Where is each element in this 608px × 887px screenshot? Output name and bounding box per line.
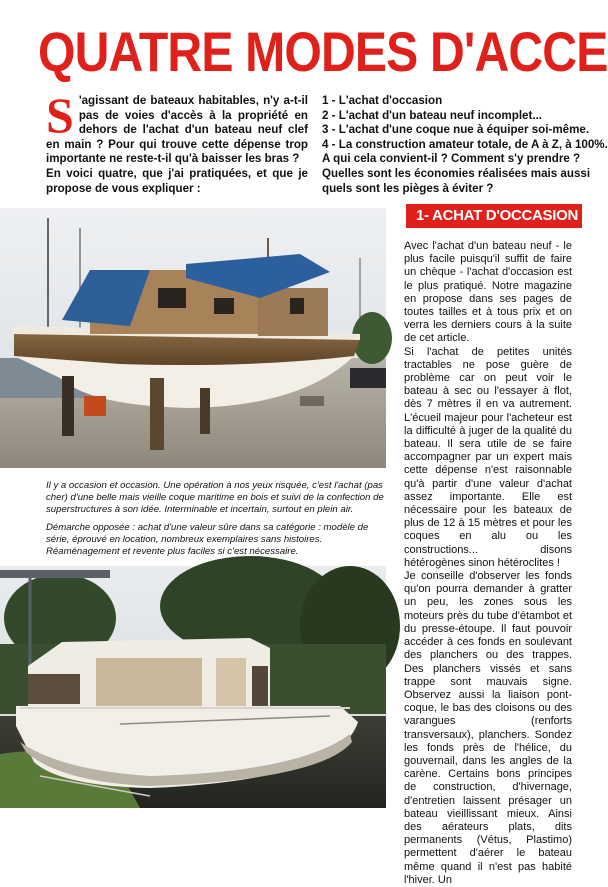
- caption-2: Démarche opposée : achat d'une valeur sûre dans sa catégorie : modèle de série, éprouvé en location, nombreux exemplaires sans histoires. Réaménagement et revente plus faciles si c'est nécessaire.: [46, 522, 369, 557]
- list-item: 2 - L'achat d'un bateau neuf incomplet...: [322, 108, 543, 122]
- intro-paragraph: [46, 87, 308, 196]
- article-body: [404, 240, 572, 887]
- page-title: QUATRE MODES D'ACCE: [38, 20, 608, 83]
- section-heading: 1- ACHAT D'OCCASION: [406, 204, 582, 228]
- houseboat-image: [0, 566, 386, 808]
- body-paragraph-3: Je conseille d'observer les fonds qu'on pourra demander à gratter un peu, les zones sous les moteurs près du tube d'étambot et du presse-étoupe. Il faut pouvoir accéder à ces fonds en soulevant des planchers ou des trappes. Des planchers vissés et sans trappe sont mauvais signe. Observez aussi la liaison pont-coque, le bas des cloisons ou des varangues (renforts transversaux), planchers. Sondez les fonds près de l'hélice, du gouvernail, dans les angles de la carène. Certains bons principes de construction, d'hivernage, d'entretien laissent présager un bateau vieillissant mieux. Ainsi des aérateurs plats, dits permanents (Vétus, Plastimo) permettent d'aérer le bateau même quand il n'est pas habité l'hiver. Un: [404, 570, 572, 886]
- caption-1: Il y a occasion et occasion. Une opération à nos yeux risquée, c'est l'achat (pas cher) d'une belle mais vieille coque maritime en bois et suivi de la confection de superstructures à son idée. Interminable et incertain, surtout en plein air.: [46, 480, 384, 515]
- list-questions: A qui cela convient-il ? Comment s'y prendre ? Quelles sont les économies réalisées mais aussi quels sont les pièges à éviter ?: [322, 152, 591, 195]
- intro-text: 'agissant de bateaux habitables, n'y a-t-il pas de voies d'accès à la propriété en dehors de l'achat d'un bateau neuf clef en main ? Pour qui trouve cette dépense trop importante ne reste-t-il qu'à baisser les bras ?: [46, 94, 308, 166]
- photo-captions: [46, 480, 386, 564]
- photo-wooden-boat: [0, 208, 386, 468]
- intro-text-2: En voici quatre, que j'ai pratiquées, et que je propose de vous expliquer :: [46, 166, 308, 195]
- list-item: 1 - L'achat d'occasion: [322, 94, 443, 107]
- body-paragraph-1: Avec l'achat d'un bateau neuf - le plus facile puisqu'il suffit de faire un chèque - l'achat d'occasion est le plus pratiqué. Notre magazine en propose dans ses pages de toutes tailles et à tous prix et on verra les derniers cours à la suite de cet article.: [404, 240, 572, 345]
- body-paragraph-2: Si l'achat de petites unités tractables ne pose guère de problème car on peut voir le bateau à sec ou l'essayer à flot, dès 7 mètres il en va autrement. L'écueil majeur pour l'acheteur est la difficulté à juger de la qualité du bateau. Il sera utile de se faire accompagner par un expert mais cette dépense n'est raisonnable qu'à partir d'une valeur d'achat assez importante. Elle est nécessaire pour les bateaux de plus de 12 à 15 mètres et pour les coques en alu ou les constructions... disons hétérogènes sinon hétéroclites !: [404, 345, 572, 569]
- drop-cap: S: [46, 87, 74, 143]
- wooden-boat-image: [0, 208, 386, 468]
- modes-list: [322, 94, 608, 196]
- list-item: 4 - La construction amateur totale, de A à Z, à 100%.: [322, 137, 608, 151]
- list-item: 3 - L'achat d'une coque nue à équiper soi-même.: [322, 123, 590, 137]
- photo-houseboat: [0, 566, 386, 808]
